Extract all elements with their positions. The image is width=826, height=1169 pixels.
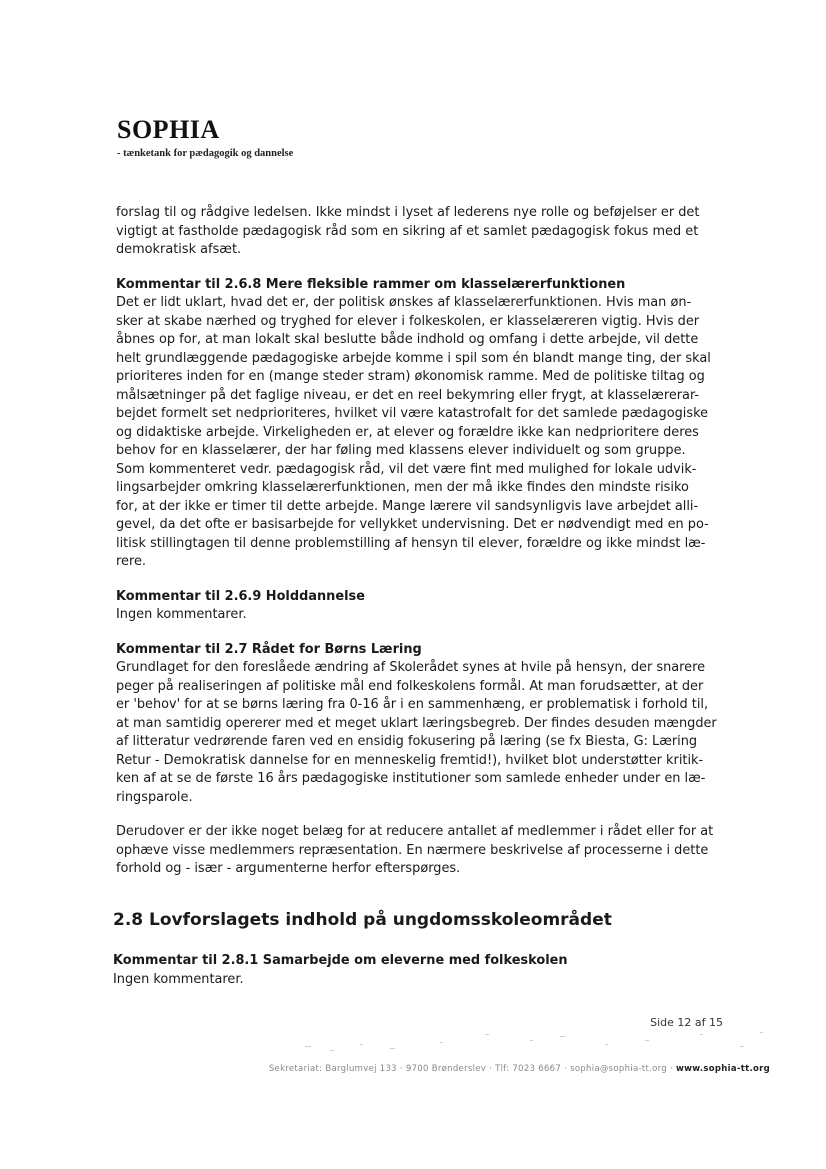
subsection-2-8-1 — [113, 952, 725, 989]
footer-website-link[interactable]: www.sophia-tt.org — [675, 1064, 770, 1074]
section-heading-2-6-8: Kommentar til 2.6.8 Mere fleksible rammer om klasselærerfunktionen — [116, 276, 626, 292]
section-body-2-7-continued: Derudover er der ikke noget belæg for at reducere antallet af medlemmer i rådet eller for at ophæve visse medlemmers repræsentation. En nærmere beskrivelse af processerne i dette forhold og - især - argumenterne herfor efterspørges. — [116, 824, 714, 876]
section-heading-2-8-1: Kommentar til 2.8.1 Samarbejde om eleverne med folkeskolen — [113, 953, 568, 968]
section-body-2-8-1: Ingen kommentarer. — [113, 971, 244, 987]
brand-name: SOPHIA — [117, 115, 220, 144]
document-body — [116, 204, 728, 879]
footer-address: Sekretariat: Barglumvej 133 · 9700 Brønderslev · Tlf: 7023 6667 · sophia@sophia-tt.org · — [268, 1064, 673, 1074]
intro-paragraph: forslag til og rådgive ledelsen. Ikke mindst i lyset af lederens nye rolle og beføjelser er det vigtigt at fastholde pædagogisk råd som en sikring af et samlet pædagogisk fokus med et demokratisk afsæt. — [116, 205, 700, 257]
letterhead — [117, 116, 293, 161]
page-number: Side 12 af 15 — [650, 1016, 723, 1029]
section-body-2-7: Grundlaget for den foreslåede ændring af Skolerådet synes at hvile på hensyn, der snarere peger på realiseringen af politiske mål end folkeskolens formål. At man forudsætter, at der er 'behov' for at se børns læring fra 0-16 år i en sammenhæng, er problematisk i forhold til, at man samtidig opererer med et meget uklart læringsbegreb. Der findes desuden mængder af litteratur vedrørende faren ved en ensidig fokusering på læring (se fx Biesta, G: Læring Retur - Demokratisk dannelse for en menneskelig fremtid!), hvilket blot understøtter kritik- ken af at se de første 16 års pædagogiske institutioner som samlede enheder under en læ- ringsparole. — [116, 660, 717, 805]
footer — [269, 1064, 770, 1074]
section-body-2-6-8: Det er lidt uklart, hvad det er, der politisk ønskes af klasselærerfunktionen. Hvis man øn- sker at skabe nærhed og tryghed for elever i folkeskolen, er klasselæreren vigtig. Hvis der åbnes op for, at man lokalt skal beslutte både indhold og omfang i dette arbejde, vil dette helt grundlæggende pædagogiske arbejde komme i spil som én blandt mange ting, der skal prioriteres inden for en (mange steder stram) økonomisk ramme. Med de politiske tiltag og målsætninger på det faglige niveau, er det en reel bekymring eller frygt, at klasselærerar- bejdet formelt set nedprioriteres, hvilket vil være katastrofalt for det samlede pædagogiske og didaktiske arbejde. Virkeligheden er, at elever og forældre ikke kan nedprioritere deres behov for en klasselærer, der har føling med klassens elever individuelt og som gruppe. Som kommenteret vedr. pædagogisk råd, vil det være fint med mulighed for lokale udvik- lingsarbejder omkring klasselærerfunktionen, men der må ikke findes den mindste risiko for, at der ikke er timer til dette arbejde. Mange lærere vil sandsynligvis lave arbejdet alli- gevel, da det ofte er basisarbejde for vellykket undervisning. Det er nødvendigt med en po- litisk stillingtagen til denne problemstilling af hensyn til elever, forældre og ikke mindst læ- rere. — [116, 295, 711, 569]
section-body-2-6-9: Ingen kommentarer. — [116, 607, 247, 622]
scan-noise — [60, 1030, 780, 1060]
brand-tagline: - tænketank for pædagogik og dannelse — [117, 148, 294, 159]
section-heading-2-7: Kommentar til 2.7 Rådet for Børns Læring — [116, 641, 422, 657]
section-heading-2-6-9: Kommentar til 2.6.9 Holddannelse — [116, 588, 365, 604]
chapter-heading-2-8: 2.8 Lovforslagets indhold på ungdomsskoleområdet — [113, 910, 612, 930]
